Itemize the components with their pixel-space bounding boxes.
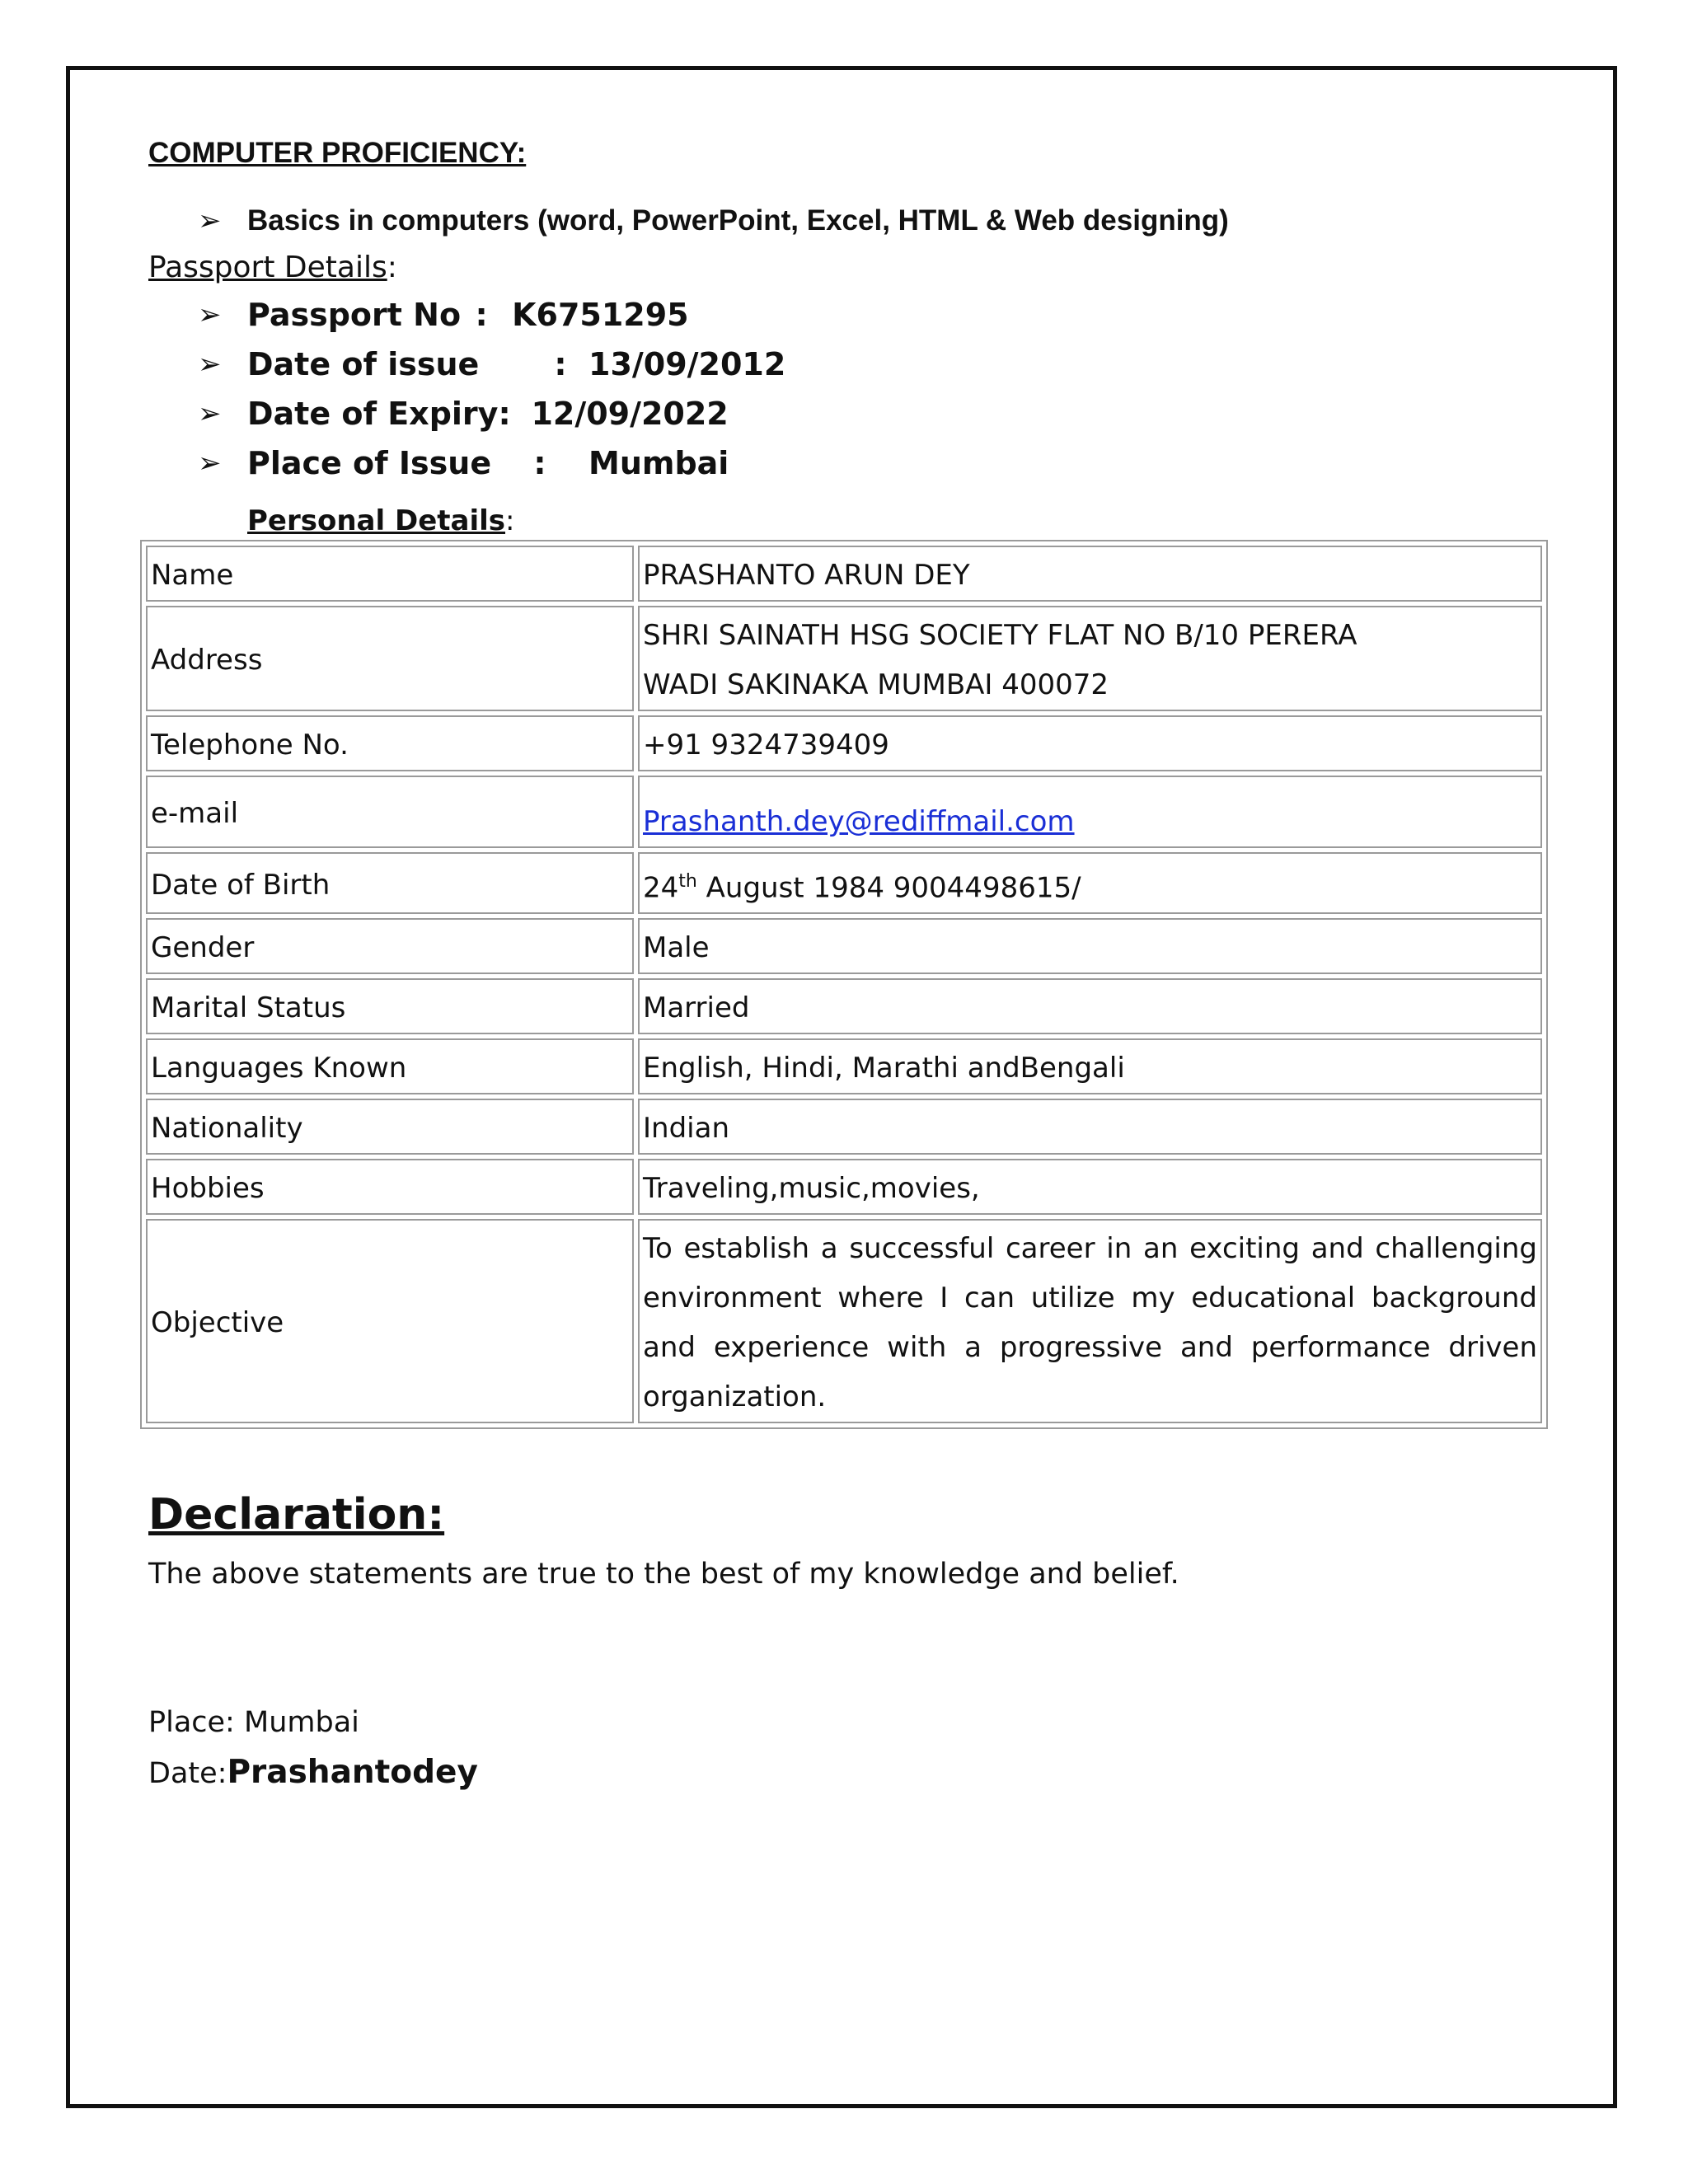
table-row [146,1219,1542,1423]
passport-number-value: K6751295 [512,297,689,333]
name-value: PRASHANTO ARUN DEY [638,546,1542,602]
issue-date-label: Date of issue [247,346,480,382]
table-row [146,918,1542,974]
place-value: Mumbai [244,1706,359,1739]
personal-heading-text: Personal Details [247,504,506,537]
marital-status-value: Married [638,978,1542,1034]
hobbies-label: Hobbies [146,1159,634,1215]
passport-details-heading [148,251,397,284]
gender-value: Male [638,918,1542,974]
computer-proficiency-text: Basics in computers (word, PowerPoint, Excel, HTML & Web designing) [247,204,1229,237]
passport-row-issue-date [198,346,785,382]
dob-rest: August 1984 9004498615/ [696,871,1081,905]
address-line-2: WADI SAKINAKA MUMBAI 400072 [643,668,1109,701]
table-row [146,1038,1542,1094]
marital-status-label: Marital Status [146,978,634,1034]
address-label: Address [146,606,634,711]
place-label: Place: [148,1706,235,1739]
computer-proficiency-item [198,204,1229,237]
expiry-date-value: 12/09/2022 [531,396,729,432]
dob-value [638,852,1542,914]
expiry-date-label: Date of Expiry [247,396,499,432]
arrow-bullet-icon: ➢ [198,204,222,237]
declaration-heading: Declaration: [148,1490,445,1540]
dob-label: Date of Birth [146,852,634,914]
languages-label: Languages Known [146,1038,634,1094]
signature-name: Prashantodey [227,1754,478,1791]
passport-heading-colon: : [387,251,397,284]
passport-row-expiry-date [198,396,729,432]
table-row [146,546,1542,602]
passport-row-place [198,445,729,481]
table-row [146,1159,1542,1215]
issue-date-value: 13/09/2012 [588,346,786,382]
expiry-date-sep: : [498,396,511,432]
telephone-value: +91 9324739409 [638,715,1542,771]
table-row [146,1099,1542,1155]
table-row [146,978,1542,1034]
passport-heading-text: Passport Details [148,251,387,284]
arrow-bullet-icon: ➢ [198,298,222,331]
table-row [146,715,1542,771]
dob-day: 24 [643,871,679,905]
gender-label: Gender [146,918,634,974]
place-of-issue-value: Mumbai [588,445,729,481]
arrow-bullet-icon: ➢ [198,348,222,381]
objective-value: To establish a successful career in an exciting and challenging environment where I can utilize my educational background and experience with a progressive and performance driven organization. [638,1219,1542,1423]
arrow-bullet-icon: ➢ [198,447,222,480]
personal-details-table [140,540,1548,1429]
issue-date-sep: : [554,346,567,382]
place-line [148,1706,359,1739]
objective-label: Objective [146,1219,634,1423]
table-row [146,852,1542,914]
address-value [638,606,1542,711]
languages-value: English, Hindi, Marathi andBengali [638,1038,1542,1094]
email-label: e-mail [146,776,634,848]
personal-heading-colon: : [505,504,515,537]
date-label: Date: [148,1757,227,1790]
personal-details-heading [247,504,514,537]
email-value [638,776,1542,848]
computer-proficiency-heading: COMPUTER PROFICIENCY: [148,137,527,169]
nationality-value: Indian [638,1099,1542,1155]
table-row [146,776,1542,848]
place-of-issue-sep: : [533,445,546,481]
passport-number-sep: : [475,297,488,333]
address-line-1: SHRI SAINATH HSG SOCIETY FLAT NO B/10 PERERA [643,619,1357,652]
place-of-issue-label: Place of Issue [247,445,492,481]
passport-number-label: Passport No [247,297,462,333]
date-line [148,1754,478,1791]
declaration-text: The above statements are true to the best of my knowledge and belief. [148,1558,1179,1591]
hobbies-value: Traveling,music,movies, [638,1159,1542,1215]
name-label: Name [146,546,634,602]
telephone-label: Telephone No. [146,715,634,771]
passport-row-number [198,297,689,333]
arrow-bullet-icon: ➢ [198,397,222,430]
email-link[interactable]: Prashanth.dey@rediffmail.com [643,805,1075,838]
dob-suffix: th [678,871,697,892]
nationality-label: Nationality [146,1099,634,1155]
table-row [146,606,1542,711]
